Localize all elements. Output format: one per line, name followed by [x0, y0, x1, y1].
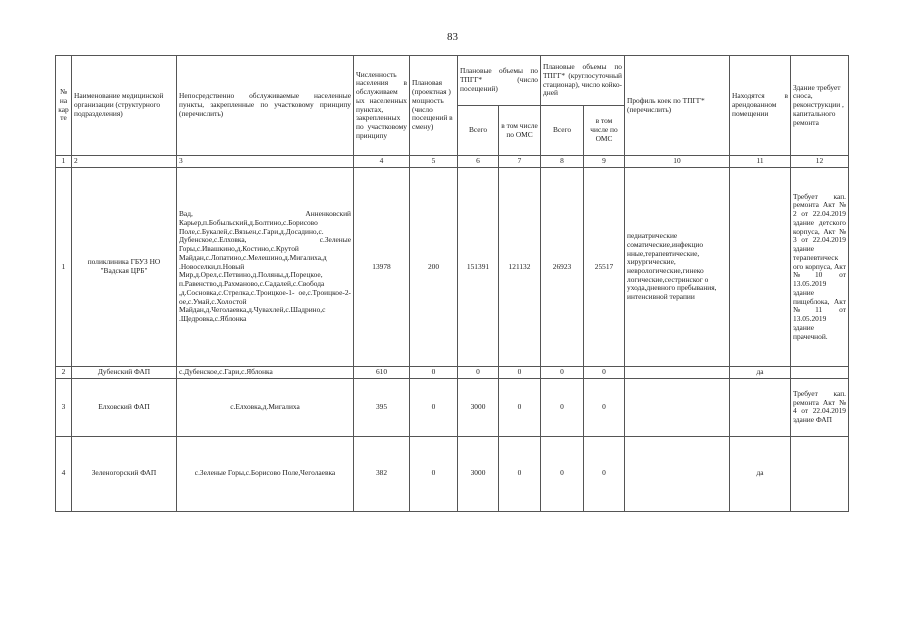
- header-points: Непосредственно обслуживаемые населенные пункты, закрепленные по участковому принципу (перечислить): [177, 56, 354, 156]
- page-number: 83: [447, 31, 458, 43]
- row-points: с.Зеленые Горы,с.Борисово Поле,Чеголаевка: [177, 436, 354, 511]
- header-profile: Профиль коек по ТПГГ* (перечислить): [625, 56, 730, 156]
- col-number: 1: [56, 156, 72, 168]
- row-beds-oms: 25517: [584, 168, 625, 367]
- table-row: [56, 168, 849, 367]
- row-visits-oms: 121132: [499, 168, 541, 367]
- row-rented: [730, 168, 791, 367]
- row-repair: [791, 367, 849, 379]
- col-number: 7: [499, 156, 541, 168]
- row-visits-total: 3000: [458, 378, 499, 436]
- row-profile: [625, 378, 730, 436]
- table-row: [56, 436, 849, 511]
- row-beds-total: 0: [541, 436, 584, 511]
- table-row: [56, 367, 849, 379]
- col-number: 2: [72, 156, 177, 168]
- row-repair: Требует кап. ремонта Акт № 4 от 22.04.2019 здание ФАП: [791, 378, 849, 436]
- row-points: с.Елховка,д.Мигалиха: [177, 378, 354, 436]
- facilities-table: [55, 55, 849, 512]
- row-beds-total: 0: [541, 367, 584, 379]
- row-visits-total: 151391: [458, 168, 499, 367]
- row-capacity: 0: [410, 436, 458, 511]
- header-rented: Находятся в арендованном помещении: [730, 56, 791, 156]
- col-number: 3: [177, 156, 354, 168]
- row-capacity: 0: [410, 378, 458, 436]
- row-points: Вад, Анненковский Карьер,п.Бобыльский,д.Болтино,с.Борисово Поле,с.Букалей,с.Вязьен,с.Гари,д.Досадино,с. Дубенское,с.Елховка, с.Зеленые Горы,с.Ивашкино,д.Костино,с.Крутой Майдан,с.Лопатино,с.Мелешино,д.Мигалиха,д .Новоселки,п.Новый Мир,д.Орел,с.Петвино,д.Поляны,д.Порецкое, п.Равенство,д.Рахманово,с.Садалей,с.Свобода ,д.Сосновка,с.Стрелка,с.Троицкое-1- ое,с.Троицкое-2-ое,с.Умай,с.Холостой Майдан,д.Чеголаевка,д.Чувахлей,с.Шадрино,с .Щедровка,с.Яблонка: [177, 168, 354, 367]
- row-profile: [625, 436, 730, 511]
- row-population: 395: [354, 378, 410, 436]
- header-visits-total: Всего: [458, 106, 499, 156]
- row-num: 3: [56, 378, 72, 436]
- row-visits-oms: 0: [499, 436, 541, 511]
- row-capacity: 0: [410, 367, 458, 379]
- row-beds-oms: 0: [584, 436, 625, 511]
- header-row-1: [56, 56, 849, 106]
- row-visits-oms: 0: [499, 378, 541, 436]
- row-rented: да: [730, 367, 791, 379]
- table-row: [56, 378, 849, 436]
- header-num: № на кар те: [56, 56, 72, 156]
- header-org: Наименование медицинской организации (структурного подразделения): [72, 56, 177, 156]
- row-repair: [791, 436, 849, 511]
- row-visits-total: 0: [458, 367, 499, 379]
- row-visits-total: 3000: [458, 436, 499, 511]
- row-num: 4: [56, 436, 72, 511]
- col-number: 8: [541, 156, 584, 168]
- col-number: 10: [625, 156, 730, 168]
- row-points: с.Дубенское,с.Гари,с.Яблонка: [177, 367, 354, 379]
- header-population: Численность населения в обслуживаем ых населенных пунктах, закрепленных по участковому принципу: [354, 56, 410, 156]
- row-beds-total: 0: [541, 378, 584, 436]
- row-rented: [730, 378, 791, 436]
- col-number: 6: [458, 156, 499, 168]
- header-capacity: Плановая (проектная ) мощность (число посещений в смену): [410, 56, 458, 156]
- row-rented: да: [730, 436, 791, 511]
- row-repair: Требует кап. ремонта Акт № 2 от 22.04.2019 здание детского корпуса, Акт № 3 от 22.04.2019 здание терапевтическ ого корпуса, Акт №10 от 13.05.2019 здание пищеблока, Акт №11 от 13.05.2019 здание прачечной.: [791, 168, 849, 367]
- row-org: Елховский ФАП: [72, 378, 177, 436]
- col-number: 11: [730, 156, 791, 168]
- row-num: 2: [56, 367, 72, 379]
- row-beds-oms: 0: [584, 378, 625, 436]
- row-beds-oms: 0: [584, 367, 625, 379]
- header-repair: Здание требует сноса, реконструкции , капитального ремонта: [791, 56, 849, 156]
- row-profile: [625, 367, 730, 379]
- col-number: 5: [410, 156, 458, 168]
- row-org: поликлиника ГБУЗ НО "Вадская ЦРБ": [72, 168, 177, 367]
- row-beds-total: 26923: [541, 168, 584, 367]
- row-population: 382: [354, 436, 410, 511]
- header-planned-visits: Плановые объемы по ТПГГ* (число посещений): [458, 56, 541, 106]
- header-beds-total: Всего: [541, 106, 584, 156]
- column-numbers-row: [56, 156, 849, 168]
- row-population: 13978: [354, 168, 410, 367]
- header-planned-beds: Плановые объемы по ТПГГ* (круглосуточный стационар), число койко-дней: [541, 56, 625, 106]
- row-capacity: 200: [410, 168, 458, 367]
- row-org: Дубенский ФАП: [72, 367, 177, 379]
- row-profile: педиатрические соматические,инфекцио нные,терапевтические, хирургические, неврологические,гинеко логические,сестринског о ухода,дневного пребывания, интенсивной терапии: [625, 168, 730, 367]
- col-number: 9: [584, 156, 625, 168]
- header-beds-oms: в том числе по ОМС: [584, 106, 625, 156]
- row-population: 610: [354, 367, 410, 379]
- col-number: 4: [354, 156, 410, 168]
- header-visits-oms: в том числе по ОМС: [499, 106, 541, 156]
- row-visits-oms: 0: [499, 367, 541, 379]
- row-num: 1: [56, 168, 72, 367]
- col-number: 12: [791, 156, 849, 168]
- row-org: Зеленогорский ФАП: [72, 436, 177, 511]
